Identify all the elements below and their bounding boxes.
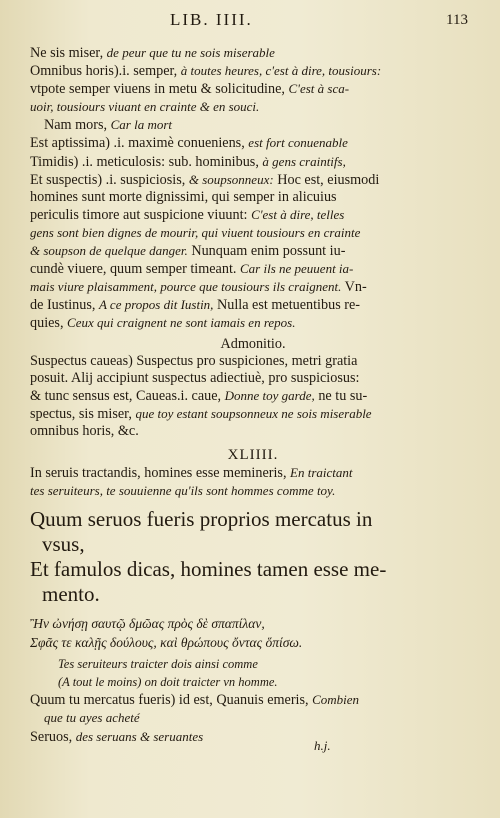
text-line [30, 62, 476, 80]
greek-line: Σφᾶς τε καλῇς δούλους, καὶ θρώπους ὄντας ὅπίσω. [30, 635, 303, 651]
latin-text: Ne sis miser, [30, 45, 107, 61]
text-line [30, 171, 476, 189]
french-gloss: & soupson de quelque danger. [30, 243, 188, 259]
french-gloss: des seruans & seruantes [75, 728, 204, 744]
text-line [30, 405, 476, 423]
french-gloss: gens sont bien dignes de mourir, qui viuent tousiours en crainte [30, 224, 361, 240]
text-line [30, 116, 476, 134]
latin-text: Omnibus horis).i. semper, [30, 63, 181, 80]
french-gloss: & soupsonneux: [188, 171, 274, 187]
latin-text: vtpote semper viuens in metu & solicitudine, [30, 81, 289, 98]
latin-text: quies, [30, 315, 68, 332]
page-body [30, 44, 476, 746]
verse-line: mento. [42, 582, 100, 607]
latin-text: posuit. Alij accipiunt suspectus adiectiuè, pro suspiciosus: [30, 369, 360, 386]
french-gloss: uoir, tousiours viuant en crainte & en souci. [30, 99, 260, 115]
latin-text: de Iustinus, [30, 297, 99, 314]
french-line: (A tout le moins) on doit traicter vn homme. [58, 675, 278, 690]
french-gloss: mais viure plaisamment, pource que tousiours ils craignent. [30, 279, 342, 295]
text-line [30, 153, 476, 171]
text-line [30, 353, 476, 370]
admonition-heading: Admonitio. [220, 335, 286, 352]
greek-verse [30, 614, 476, 652]
latin-text: Vn- [341, 279, 367, 296]
text-line [30, 482, 476, 500]
latin-text: & tunc sensus est, Caueas.i. caue, [30, 387, 225, 404]
latin-text: omnibus horis, &c. [30, 422, 139, 439]
text-line [30, 464, 476, 482]
latin-text: Et suspectis) .i. suspiciosis, [30, 171, 189, 188]
latin-text: In seruis tractandis, homines esse memineris, [30, 465, 291, 482]
french-gloss: tes seruiteurs, te souuienne qu'ils sont hommes comme toy. [30, 483, 336, 499]
latin-text: Hoc est, eiusmodi [273, 171, 380, 188]
section-intro [30, 464, 476, 500]
text-line [30, 387, 476, 405]
text-line [30, 728, 476, 746]
latin-text: Suspectus caueas) [30, 352, 137, 369]
text-line [30, 423, 476, 440]
french-gloss: En traictant [290, 465, 353, 481]
greek-line: Ἢν ὠνήσῃ σαυτῷ δμῶας πρὸς δὲ σπαπίλαν, [30, 616, 265, 632]
latin-text: Quum tu mercatus fueris) id est, Quanuis emeris, [30, 692, 313, 709]
french-gloss: Ceux qui craignent ne sont iamais en repos. [67, 315, 296, 331]
text-line [30, 189, 476, 206]
text-line [30, 44, 476, 62]
french-gloss: que toy estant soupsonneux ne sois miserable [135, 405, 372, 421]
latin-text: Est aptissima) .i. maximè conueniens, [30, 135, 249, 152]
text-line [30, 278, 476, 296]
text-line [30, 260, 476, 278]
latin-text: spectus, sis miser, [30, 405, 136, 422]
latin-text: Timidis) .i. meticulosis: sub. hominibus, [30, 153, 263, 170]
latin-verse [30, 507, 476, 607]
text-line [30, 242, 476, 260]
latin-text: homines sunt morte dignissimi, qui semper in alicuius [30, 188, 337, 205]
text-line [30, 296, 476, 314]
text-line [30, 314, 476, 332]
french-line: Tes seruiteurs traicter dois ainsi comme [58, 657, 258, 672]
text-line [30, 134, 476, 152]
text-line [30, 709, 476, 727]
text-line [30, 206, 476, 224]
french-gloss: C'est à dire, telles [251, 206, 345, 222]
french-gloss: A ce propos dit Iustin, [98, 297, 214, 313]
verse-line: Quum seruos fueris proprios mercatus in [30, 507, 373, 532]
section-number: XLIIII. [227, 447, 279, 464]
signature-mark: h.j. [314, 738, 331, 753]
latin-text: periculis timore aut suspicione viuunt: [30, 206, 252, 223]
french-gloss: Combien [312, 692, 360, 708]
latin-text: ne tu su- [314, 387, 368, 404]
french-gloss: est fort conuenable [248, 135, 348, 151]
page-header [0, 10, 500, 34]
text-line [30, 370, 476, 387]
latin-text: Suspectus pro suspiciones, metri gratia [136, 352, 358, 369]
text-line [30, 224, 476, 242]
text-line [30, 98, 476, 116]
commentary-block [30, 44, 476, 333]
latin-text: Nulla est metuentibus re- [213, 297, 361, 314]
verse-line: Et famulos dicas, homines tamen esse me- [30, 557, 387, 582]
text-line [30, 691, 476, 709]
latin-text: Seruos, [30, 728, 76, 745]
french-gloss: à toutes heures, c'est à dire, tousiours: [180, 63, 382, 79]
french-gloss: C'est à sca- [288, 81, 350, 97]
french-gloss: Car la mort [110, 117, 173, 133]
text-line [30, 80, 476, 98]
french-gloss: Car ils ne peuuent ia- [240, 261, 354, 277]
latin-text: cundè viuere, quum semper timeant. [30, 261, 240, 278]
latin-text: Nam mors, [44, 117, 111, 134]
closing-block [30, 691, 476, 745]
french-verse [30, 655, 476, 691]
verse-line: vsus, [42, 532, 85, 557]
latin-text: Nunquam enim possunt iu- [187, 243, 346, 260]
french-gloss: Donne toy garde, [224, 387, 315, 403]
running-head: LIB. IIII. [170, 10, 253, 29]
page-number: 113 [446, 12, 468, 28]
admonition-block [30, 353, 476, 440]
french-gloss: que tu ayes acheté [44, 710, 140, 726]
french-gloss: de peur que tu ne sois miserable [106, 45, 275, 60]
french-gloss: à gens craintifs, [262, 153, 346, 169]
